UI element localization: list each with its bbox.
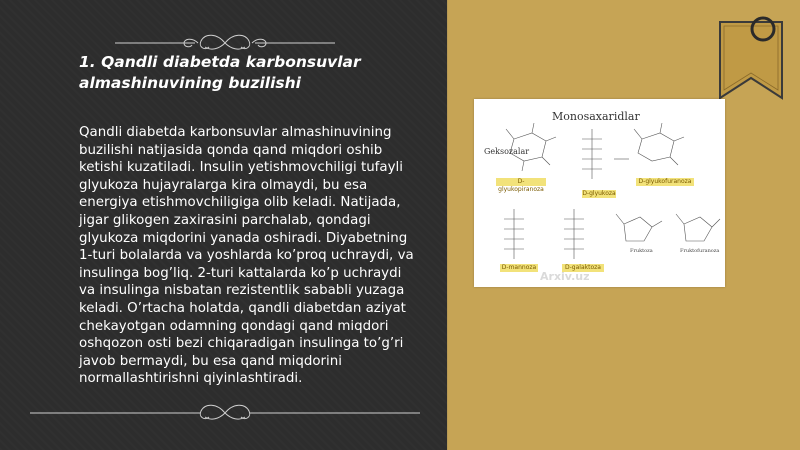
figure-side-label: Geksozalar <box>484 147 530 156</box>
caption-fructofuranose: Fruktofuranoza <box>680 248 720 254</box>
tag-glucose: D-glyukoza <box>582 190 616 197</box>
panel-divider <box>447 0 448 450</box>
slide-title: 1. Qandli diabetda karbonsuvlar almashinuvining buzilishi <box>79 53 361 92</box>
bottom-ornament-icon <box>20 398 430 428</box>
figure-watermark: Arxiv.uz <box>540 270 590 283</box>
figure-title: Monosaxaridlar <box>552 110 640 123</box>
slide-body-text: Qandli diabetda karbonsuvlar almashinuvining buzilishi natijasida qonda qand miqdori oshib ketishi kuzatiladi. Insulin yetishmovchiligi tufayli glyukoza hujayralarga kira olmaydi, bu esa energiya etishmovchiligiga olib keladi. Natijada, jigar glikogen zaxirasini parchalab, qondagi glyukoza miqdorini yanada oshiradi. Diyabetning 1-turi bolalarda va yoshlarda ko’proq uchraydi, va insulinga bog’liq. 2-turi kattalarda ko’p uchraydi va insulinga nisbatan rezistentlik sababli yuzaga keladi. O’rtacha holatda, qandli diabetdan aziyat chekayotgan odamning qondagi qand miqdori oshqozon osti bezi chiqaradigan insulinga to’g’ri javob bermaydi, bu esa qand miqdorini normallashtirishni qiyinlashtiradi. <box>79 125 414 387</box>
tag-galactose: D-galaktoza <box>562 264 604 272</box>
tag-glucopyranose: D-glyukopiranoza <box>496 178 546 186</box>
caption-fructose: Fruktoza <box>630 248 653 254</box>
tag-glucofuranose: D-glyukofuranoza <box>636 178 694 186</box>
tag-mannose: D-mannoza <box>501 264 537 271</box>
ring-icon <box>748 14 778 44</box>
